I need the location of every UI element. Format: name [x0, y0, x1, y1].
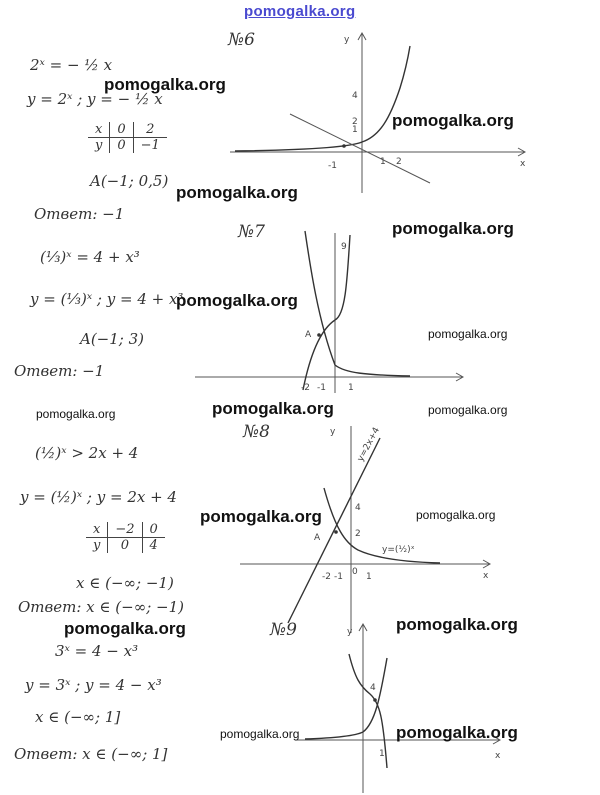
y-axis-label: y: [330, 427, 336, 437]
table-cell: 4: [149, 538, 158, 553]
intersection-point: [342, 144, 346, 148]
intersection-point-6: A(−1; 0,5): [90, 172, 169, 190]
answer-6: Ответ: −1: [34, 205, 125, 223]
tick-label: 0: [352, 567, 358, 577]
functions-9: y = 3ˣ ; y = 4 − x³: [25, 676, 162, 694]
watermark: pomogalka.org: [176, 291, 298, 310]
table-cell: x: [88, 122, 110, 138]
watermark: pomogalka.org: [392, 111, 514, 130]
table-cell: y: [88, 138, 110, 154]
functions-8: y = (½)ˣ ; y = 2x + 4: [20, 488, 177, 506]
tick-label: 1: [380, 157, 386, 167]
tick-label: 2: [352, 117, 358, 127]
y-axis-label: y: [347, 627, 353, 637]
equation-6: 2ˣ = − ½ x: [30, 56, 113, 74]
tick-label: -1: [334, 572, 343, 582]
tick-label: -2: [301, 383, 310, 393]
watermark: pomogalka.org: [212, 399, 334, 418]
tick-label: 4: [352, 91, 358, 101]
table-cell: 0: [108, 538, 142, 554]
table-cell: x: [86, 522, 108, 538]
curve-label: y=(½)ˣ: [382, 545, 415, 555]
graph-9: [285, 618, 510, 793]
curve-exponential: [235, 46, 410, 151]
watermark: pomogalka.org: [396, 615, 518, 634]
watermark: pomogalka.org: [64, 619, 186, 638]
tick-label: 4: [355, 503, 361, 513]
watermark: pomogalka.org: [428, 327, 508, 341]
tick-label: 1: [379, 749, 385, 759]
intersection-point-7: A(−1; 3): [80, 330, 145, 348]
table-cell: 0: [149, 522, 158, 537]
watermark: pomogalka.org: [220, 727, 300, 741]
table-cell: 0: [110, 122, 133, 138]
watermark: pomogalka.org: [392, 219, 514, 238]
tick-label: 2: [355, 529, 361, 539]
curve-cubic: [303, 235, 350, 390]
table-cell: 0: [110, 138, 133, 154]
tick-label: 1: [348, 383, 354, 393]
x-axis-label: x: [483, 571, 489, 581]
equation-9: 3ˣ = 4 − x³: [55, 642, 139, 660]
tick-label: -2: [322, 572, 331, 582]
tick-label: -1: [317, 383, 326, 393]
watermark: pomogalka.org: [200, 507, 322, 526]
line-label: y=2x+4: [355, 425, 383, 464]
value-table-8: [86, 522, 165, 553]
line-linear: [288, 438, 380, 623]
graph-8: [240, 418, 500, 638]
table-cell: −1: [140, 138, 160, 153]
value-table-6: [88, 122, 167, 153]
point-label: A: [305, 330, 312, 340]
point-label: A: [314, 533, 321, 543]
watermark: pomogalka.org: [396, 723, 518, 742]
tick-label: 9: [341, 242, 347, 252]
answer-7: Ответ: −1: [14, 362, 105, 380]
watermark: pomogalka.org: [36, 407, 116, 421]
problem-number-8: №8: [243, 422, 270, 442]
site-header[interactable]: pomogalka.org: [244, 3, 356, 20]
table-cell: −2: [108, 522, 142, 538]
intersection-point: [373, 698, 377, 702]
problem-number-7: №7: [238, 222, 265, 242]
equation-7: (⅓)ˣ = 4 + x³: [40, 248, 140, 266]
y-axis-label: y: [344, 35, 350, 45]
watermark: pomogalka.org: [104, 75, 226, 94]
tick-label: 2: [396, 157, 402, 167]
table-cell: 2: [146, 122, 155, 137]
x-axis-label: x: [520, 159, 526, 169]
answer-9: Ответ: x ∈ (−∞; 1]: [14, 745, 168, 763]
problem-number-9: №9: [270, 620, 297, 640]
intersection-point: [317, 333, 321, 337]
tick-label: 4: [370, 683, 376, 693]
watermark: pomogalka.org: [428, 403, 508, 417]
functions-6: y = 2ˣ ; y = − ½ x: [27, 90, 163, 108]
solution-set-8: x ∈ (−∞; −1): [76, 574, 174, 592]
intersection-point: [334, 530, 338, 534]
watermark: pomogalka.org: [416, 508, 496, 522]
equation-8: (½)ˣ > 2x + 4: [35, 444, 139, 462]
table-cell: y: [86, 538, 108, 554]
tick-label: 1: [352, 125, 358, 135]
tick-label: 1: [366, 572, 372, 582]
tick-label: -1: [328, 161, 337, 171]
functions-7: y = (⅓)ˣ ; y = 4 + x³: [30, 290, 184, 308]
solution-set-9: x ∈ (−∞; 1]: [35, 708, 121, 726]
curve-exponential: [305, 231, 410, 376]
problem-number-6: №6: [228, 30, 255, 50]
answer-8: Ответ: x ∈ (−∞; −1): [18, 598, 184, 616]
watermark: pomogalka.org: [176, 183, 298, 202]
x-axis-label: x: [495, 751, 501, 761]
